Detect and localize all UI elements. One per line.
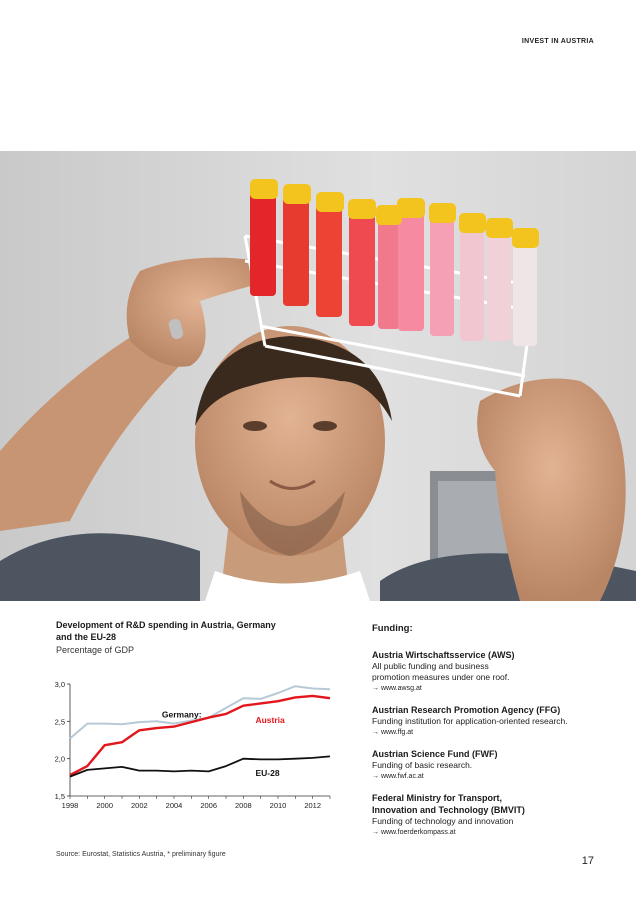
x-tick-label: 2010 bbox=[269, 801, 287, 810]
funding-item-bmvit bbox=[372, 792, 617, 836]
funding-item-desc: promotion measures under one roof. bbox=[372, 672, 510, 682]
funding-item-name: Austrian Research Promotion Agency (FFG) bbox=[372, 705, 561, 715]
header-label: INVEST IN AUSTRIA bbox=[521, 38, 594, 45]
funding-item-desc: All public funding and business bbox=[372, 661, 489, 671]
hero-photo bbox=[0, 151, 636, 601]
series-label: Austria bbox=[255, 714, 285, 725]
funding-item-link[interactable]: → www.ffg.at bbox=[372, 729, 414, 736]
funding-panel bbox=[372, 623, 617, 848]
funding-item-desc: Funding institution for application-oriented research. bbox=[372, 716, 568, 726]
chart-title: Development of R&D spending in Austria, Germany and the EU-28 bbox=[56, 620, 276, 642]
x-tick-label: 1998 bbox=[61, 801, 79, 810]
x-tick-label: 2000 bbox=[96, 801, 114, 810]
funding-item-name: Federal Ministry for Transport, bbox=[372, 793, 503, 803]
series-line-austria bbox=[70, 696, 330, 775]
funding-item-desc: Funding of technology and innovation bbox=[372, 816, 514, 826]
chart-subtitle: Percentage of GDP bbox=[56, 645, 135, 655]
page-number: 17 bbox=[581, 855, 594, 867]
x-tick-label: 2008 bbox=[234, 801, 252, 810]
funding-item-desc: Funding of basic research. bbox=[372, 760, 473, 770]
y-tick-label: 2,5 bbox=[54, 717, 65, 727]
x-tick-label: 2002 bbox=[130, 801, 148, 810]
funding-item-name: Austria Wirtschaftsservice (AWS) bbox=[372, 650, 515, 660]
y-tick-label: 2,0 bbox=[54, 754, 65, 764]
funding-item-fwf bbox=[372, 748, 617, 780]
funding-item-link[interactable]: → www.fwf.ac.at bbox=[372, 773, 424, 780]
series-line-eu28 bbox=[70, 756, 330, 776]
x-tick-label: 2012 bbox=[304, 801, 322, 810]
source-note: Source: Eurostat, Statistics Austria, * preliminary figure bbox=[56, 851, 226, 858]
y-tick-label: 1,5 bbox=[54, 792, 65, 801]
funding-item-aws bbox=[372, 649, 617, 692]
y-tick-label: 3,0 bbox=[54, 680, 65, 689]
x-tick-label: 2004 bbox=[165, 801, 183, 810]
rd-spending-chart bbox=[40, 672, 340, 822]
series-label: EU-28 bbox=[255, 767, 280, 778]
funding-item-link[interactable]: → www.foerderkompass.at bbox=[372, 829, 456, 836]
funding-item-name: Austrian Science Fund (FWF) bbox=[372, 749, 498, 759]
x-tick-label: 2006 bbox=[200, 801, 218, 810]
funding-item-ffg bbox=[372, 704, 617, 736]
funding-item-name: Innovation and Technology (BMVIT) bbox=[372, 805, 525, 815]
funding-item-link[interactable]: → www.awsg.at bbox=[372, 685, 422, 692]
funding-heading: Funding: bbox=[372, 623, 413, 634]
series-label: Germany: bbox=[161, 709, 202, 720]
